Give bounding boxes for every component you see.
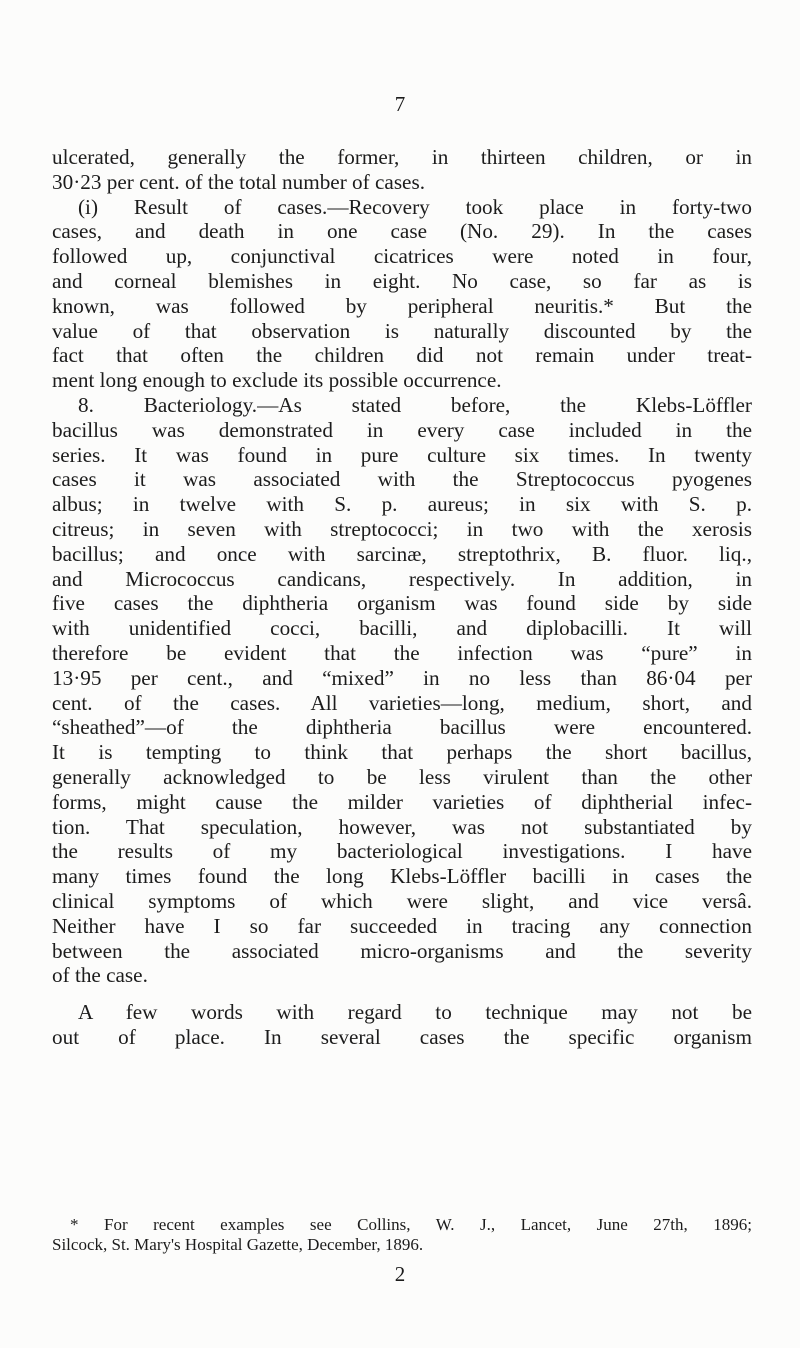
- text-line: cases, and death in one case (No. 29). In the cases: [52, 219, 752, 244]
- text-line: Neither have I so far succeeded in tracing any connection: [52, 913, 752, 938]
- text-line: ment long enough to exclude its possible occurrence.: [52, 368, 502, 393]
- text-line: ulcerated, generally the former, in thirteen children, or in: [52, 145, 752, 169]
- text-line: cases it was associated with the Streptococcus pyogenes: [52, 467, 752, 492]
- text-line: cent. of the cases. All varieties—long, medium, short, and: [52, 690, 752, 715]
- text-line: tion. That speculation, however, was not substantiated by: [52, 814, 752, 839]
- text-line: series. It was found in pure culture six times. In twenty: [52, 442, 752, 467]
- footnote-line: * For recent examples see Collins, W. J., Lancet, June 27th, 1896;: [70, 1215, 752, 1234]
- text-line: It is tempting to think that perhaps the short bacillus,: [52, 740, 752, 765]
- text-line: between the associated micro-organisms and the severity: [52, 938, 752, 963]
- text-line: forms, might cause the milder varieties of diphtherial infec-: [52, 789, 752, 814]
- page-number: 7: [394, 92, 406, 116]
- text-line: 8. Bacteriology.—As stated before, the Klebs-Löffler: [78, 392, 752, 417]
- text-line: out of place. In several cases the specific organism: [52, 1024, 752, 1049]
- text-line: the results of my bacteriological investigations. I have: [52, 839, 752, 864]
- text-line: 30·23 per cent. of the total number of cases.: [52, 169, 426, 194]
- text-line: of the case.: [52, 963, 148, 988]
- text-line: 13·95 per cent., and “mixed” in no less than 86·04 per: [52, 665, 752, 690]
- text-line: value of that observation is naturally discounted by the: [52, 318, 752, 343]
- text-line: generally acknowledged to be less virulent than the other: [52, 764, 752, 789]
- paragraph-gap: [52, 988, 752, 1000]
- text-line: known, was followed by peripheral neuritis.* But the: [52, 293, 752, 318]
- text-line: (i) Result of cases.—Recovery took place in forty-two: [78, 194, 752, 219]
- text-line: albus; in twelve with S. p. aureus; in six with S. p.: [52, 492, 752, 517]
- footnote-line: Silcock, St. Mary's Hospital Gazette, December, 1896.: [52, 1235, 424, 1254]
- footnote: [52, 1215, 752, 1255]
- text-line: and Micrococcus candicans, respectively. In addition, in: [52, 566, 752, 591]
- text-line: therefore be evident that the infection was “pure” in: [52, 640, 752, 665]
- text-line: bacillus; and once with sarcinæ, streptothrix, B. fluor. liq.,: [52, 541, 752, 566]
- text-line: and corneal blemishes in eight. No case, so far as is: [52, 268, 752, 293]
- text-line: five cases the diphtheria organism was found side by side: [52, 591, 752, 616]
- text-line: bacillus was demonstrated in every case included in the: [52, 417, 752, 442]
- body-text: [52, 145, 752, 1050]
- signature-mark: 2: [394, 1262, 406, 1286]
- text-line: many times found the long Klebs-Löffler bacilli in cases the: [52, 864, 752, 889]
- text-line: followed up, conjunctival cicatrices were noted in four,: [52, 244, 752, 269]
- text-line: with unidentified cocci, bacilli, and diplobacilli. It will: [52, 616, 752, 641]
- text-line: “sheathed”—of the diphtheria bacillus were encountered.: [52, 715, 752, 740]
- text-line: fact that often the children did not remain under treat-: [52, 343, 752, 368]
- text-line: citreus; in seven with streptococci; in two with the xerosis: [52, 516, 752, 541]
- text-line: A few words with regard to technique may not be: [78, 1000, 752, 1025]
- text-line: clinical symptoms of which were slight, and vice versâ.: [52, 888, 752, 913]
